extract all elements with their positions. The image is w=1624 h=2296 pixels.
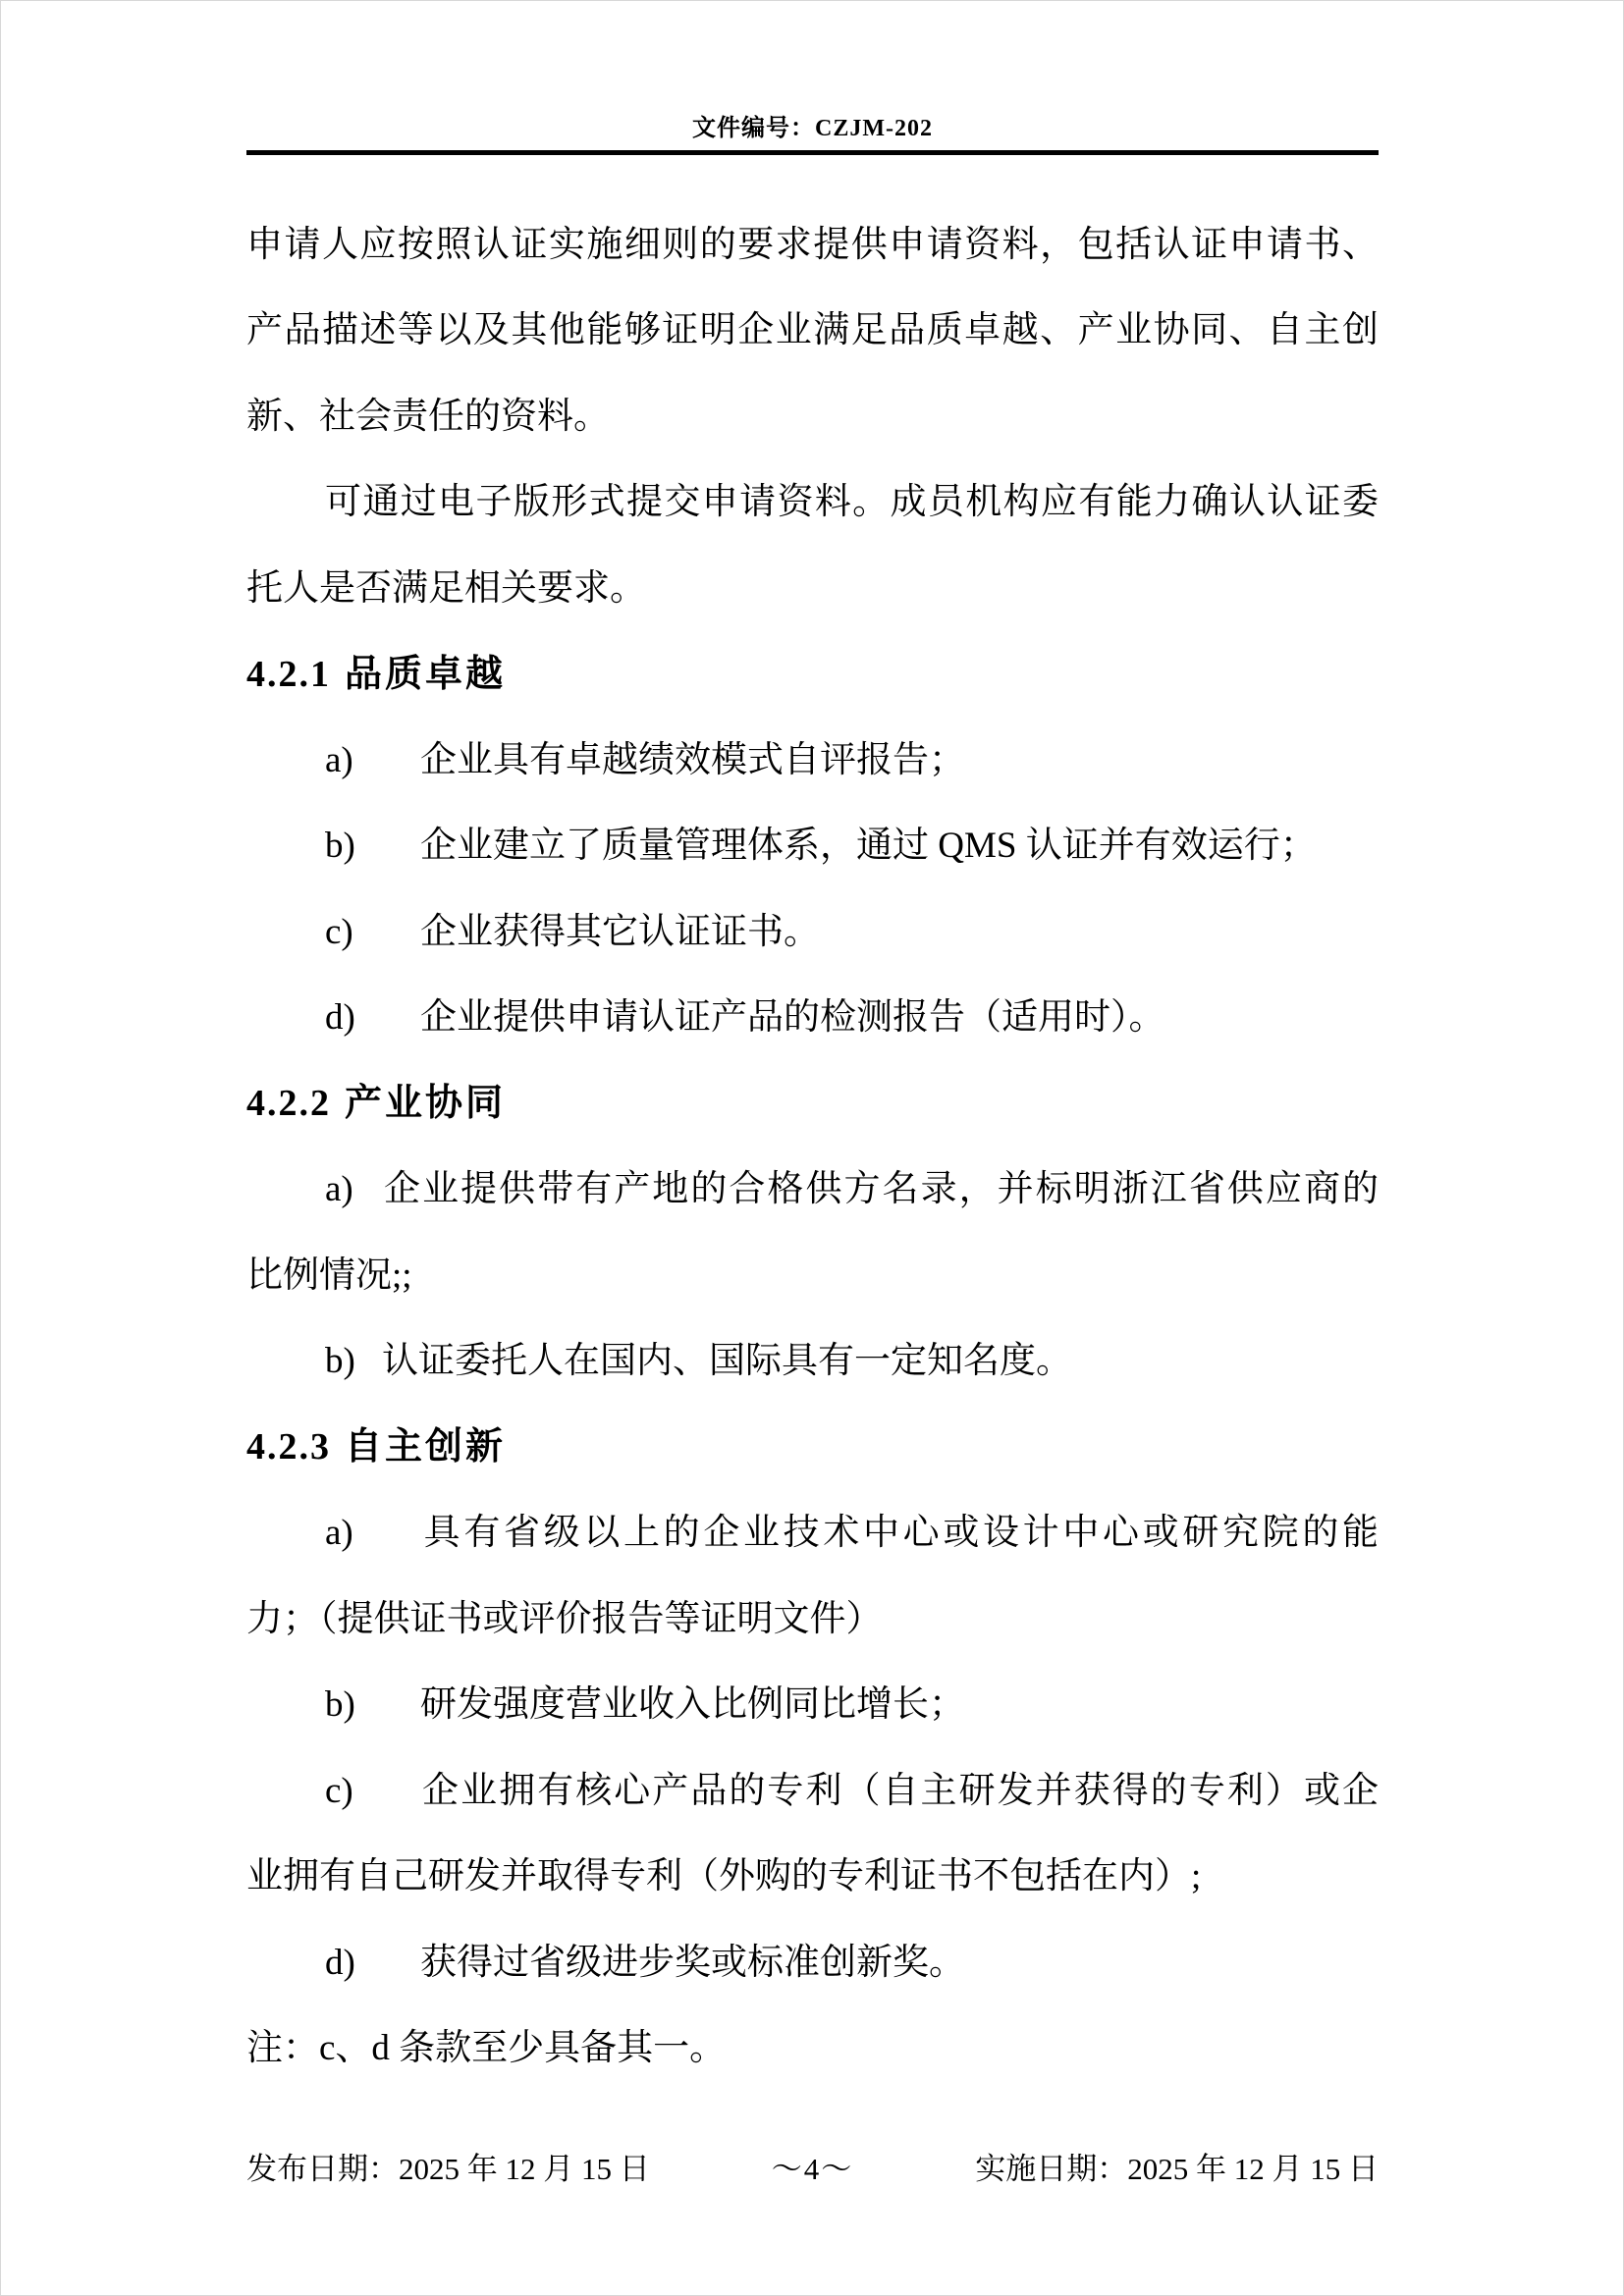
page-footer	[246, 2143, 1379, 2188]
section-heading-421: 4.2.1 品质卓越	[246, 653, 507, 695]
list-item: c) 企业拥有核心产品的专利（自主研发并获得的专利）或企	[325, 1770, 1379, 1811]
item-label: d)	[325, 997, 355, 1039]
item-label: c)	[325, 911, 353, 952]
doc-number: 文件编号：CZJM-202	[692, 115, 933, 141]
list-item: a) 具有省级以上的企业技术中心或设计中心或研究院的能	[325, 1513, 1379, 1554]
item-label: b)	[325, 826, 355, 867]
list-item: b) 研发强度营业收入比例同比增长；	[325, 1684, 965, 1726]
issue-date: 发布日期：2025 年 12 月 15 日	[246, 2151, 650, 2186]
item-label: b)	[325, 1341, 355, 1382]
section-heading-422: 4.2.2 产业协同	[246, 1083, 507, 1125]
list-item: b) 企业建立了质量管理体系，通过 QMS 认证并有效运行；	[325, 826, 1317, 867]
list-item: a) 企业具有卓越绩效模式自评报告；	[325, 739, 965, 780]
list-item: d) 企业提供申请认证产品的检测报告（适用时）。	[325, 997, 1165, 1039]
header-rule	[246, 150, 1379, 155]
document-body	[246, 197, 1379, 2087]
paragraph-line: 产品描述等以及其他能够证明企业满足品质卓越、产业协同、自主创	[246, 310, 1379, 351]
item-label: a)	[325, 739, 353, 780]
page-number: ～4～	[771, 2151, 854, 2186]
section-heading-423: 4.2.3 自主创新	[246, 1426, 507, 1468]
paragraph-line: 比例情况;;	[246, 1255, 412, 1296]
paragraph-line: 力；（提供证书或评价报告等证明文件）	[246, 1598, 883, 1639]
paragraph-line: 申请人应按照认证实施细则的要求提供申请资料，包括认证申请书、	[246, 224, 1379, 265]
list-item: d) 获得过省级进步奖或标准创新奖。	[325, 1942, 965, 1983]
implementation-date: 实施日期：2025 年 12 月 15 日	[975, 2151, 1379, 2186]
paragraph-line: 业拥有自己研发并取得专利（外购的专利证书不包括在内）;	[246, 1856, 1202, 1897]
list-item: b) 认证委托人在国内、国际具有一定知名度。	[325, 1341, 1072, 1382]
item-label: d)	[325, 1942, 355, 1983]
paragraph-line: 可通过电子版形式提交申请资料。成员机构应有能力确认认证委	[325, 482, 1379, 523]
paragraph-line: 新、社会责任的资料。	[246, 396, 610, 437]
page-header	[246, 103, 1379, 146]
item-label: c)	[325, 1770, 353, 1811]
list-item: a) 企业提供带有产地的合格供方名录，并标明浙江省供应商的	[325, 1169, 1379, 1210]
item-label: a)	[325, 1513, 353, 1554]
list-item: c) 企业获得其它认证证书。	[325, 911, 820, 952]
item-label: b)	[325, 1684, 355, 1726]
item-label: a)	[325, 1169, 353, 1210]
paragraph-line: 托人是否满足相关要求。	[246, 567, 646, 609]
note-line: 注：c、d 条款至少具备其一。	[246, 2028, 727, 2069]
